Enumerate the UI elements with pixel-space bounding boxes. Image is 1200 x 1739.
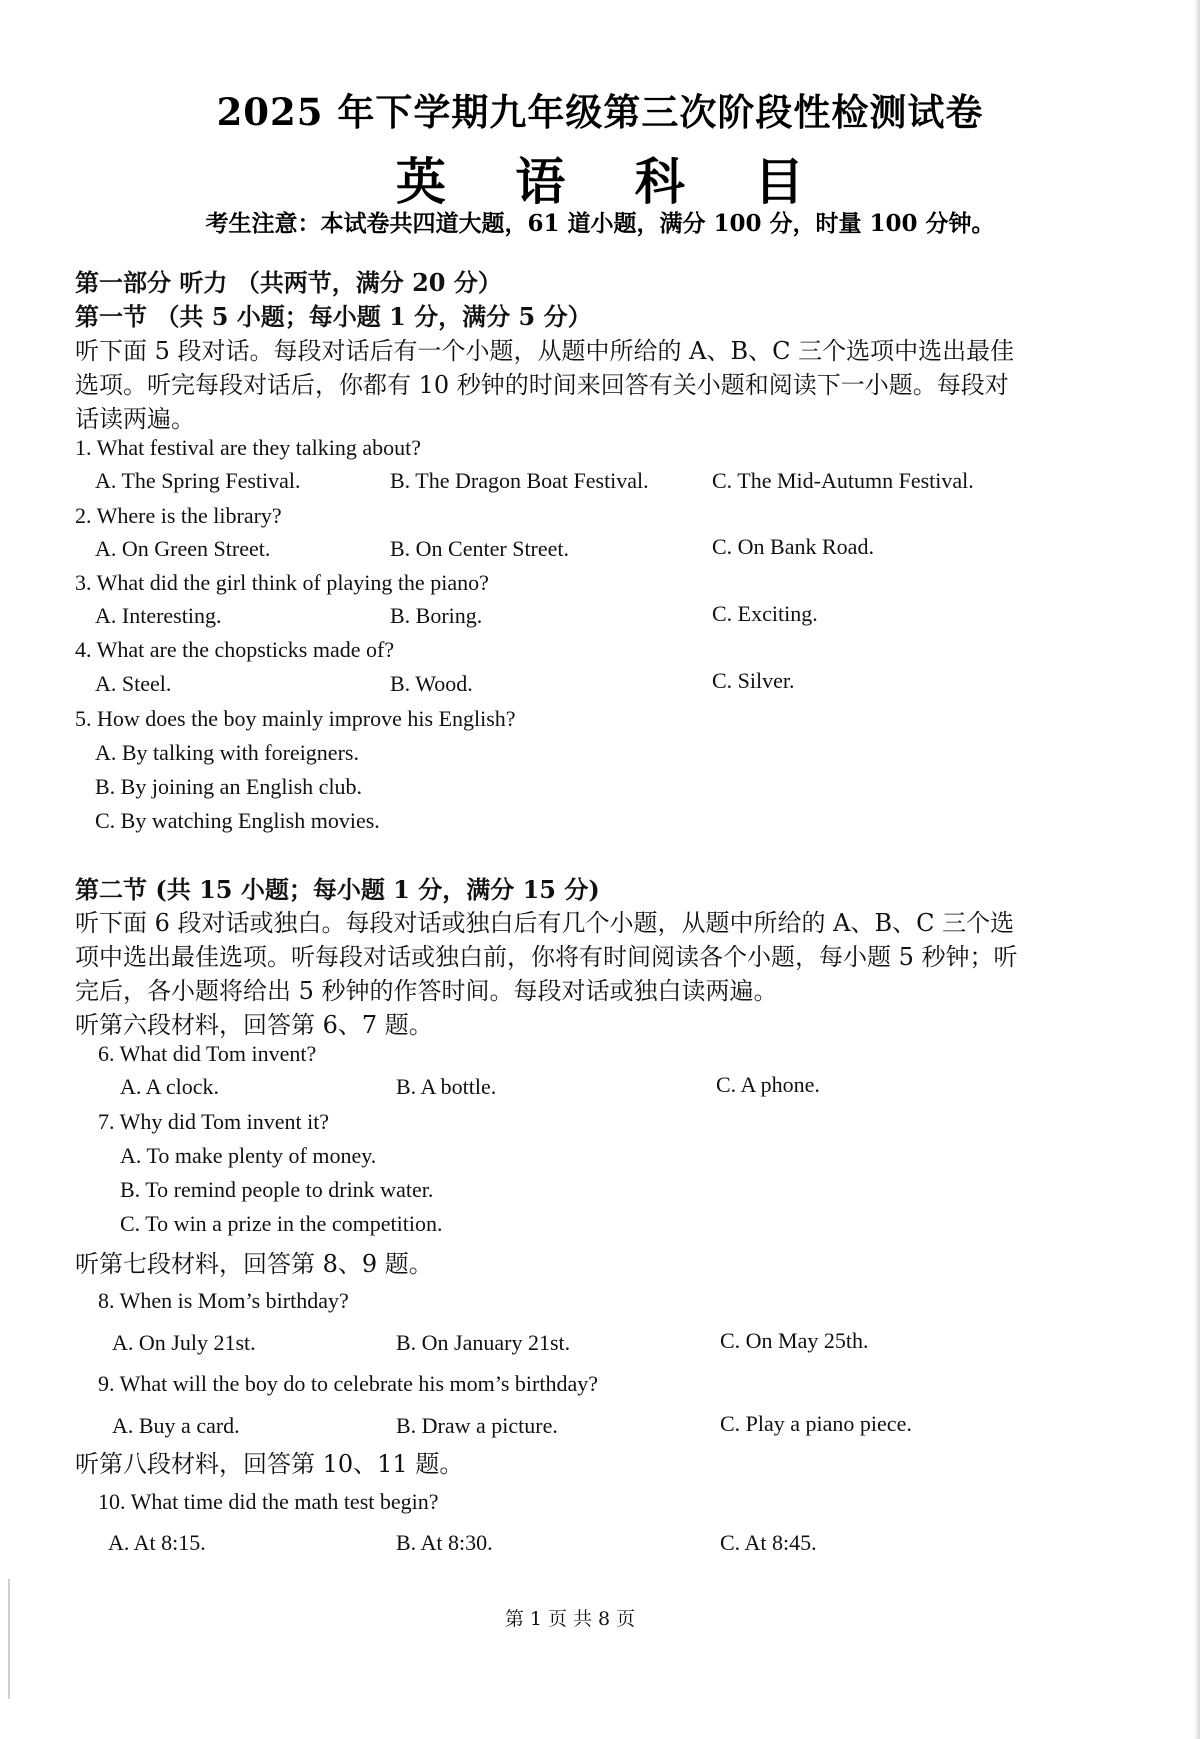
question-10-option-a: A. At 8:15. [108, 1530, 206, 1555]
question-1-option-c: C. The Mid-Autumn Festival. [712, 468, 974, 493]
question-4-option-c: C. Silver. [712, 668, 795, 693]
section1-heading: 第一节 （共 5 小题；每小题 1 分，满分 5 分） [75, 302, 592, 331]
question-3-option-a: A. Interesting. [95, 603, 222, 628]
question-7-option-c: C. To win a prize in the competition. [120, 1211, 443, 1236]
material-8-label: 听第八段材料，回答第 10、11 题。 [75, 1450, 464, 1478]
question-9-option-c: C. Play a piano piece. [720, 1411, 912, 1436]
question-3-option-b: B. Boring. [390, 603, 483, 628]
section2-instruction-line: 项中选出最佳选项。听每段对话或独白前，你将有时间阅读各个小题，每小题 5 秒钟；听 [75, 943, 1018, 971]
question-10-stem: 10. What time did the math test begin? [98, 1489, 439, 1514]
question-3-option-c: C. Exciting. [712, 601, 818, 626]
question-1-option-a: A. The Spring Festival. [95, 468, 301, 493]
question-9-option-b: B. Draw a picture. [396, 1413, 558, 1438]
part1-heading: 第一部分 听力 （共两节，满分 20 分） [75, 268, 502, 297]
question-4-option-b: B. Wood. [390, 671, 473, 696]
scan-margin-mark [8, 1579, 10, 1699]
exam-title: 2025 年下学期九年级第三次阶段性检测试卷 [216, 90, 984, 134]
question-8-option-a: A. On July 21st. [112, 1330, 256, 1355]
question-7-stem: 7. Why did Tom invent it? [98, 1109, 330, 1134]
question-5-option-a: A. By talking with foreigners. [95, 740, 359, 765]
question-5-option-c: C. By watching English movies. [95, 808, 380, 833]
scan-edge-shadow [1194, 0, 1200, 1739]
question-6-option-a: A. A clock. [120, 1074, 219, 1099]
question-4-stem: 4. What are the chopsticks made of? [75, 637, 395, 662]
question-6-option-b: B. A bottle. [396, 1074, 497, 1099]
question-9-stem: 9. What will the boy do to celebrate his mom’s birthday? [98, 1371, 598, 1396]
question-10-option-b: B. At 8:30. [396, 1530, 493, 1555]
question-1-stem: 1. What festival are they talking about? [75, 435, 421, 460]
question-2-stem: 2. Where is the library? [75, 503, 282, 528]
section2-instruction-line: 听下面 6 段对话或独白。每段对话或独白后有几个小题，从题中所给的 A、B、C 三个选 [75, 909, 1015, 937]
section2-instruction-line: 完后，各小题将给出 5 秒钟的作答时间。每段对话或独白读两遍。 [75, 977, 778, 1005]
question-5-option-b: B. By joining an English club. [95, 774, 363, 799]
question-3-stem: 3. What did the girl think of playing the piano? [75, 570, 489, 595]
material-7-label: 听第七段材料，回答第 8、9 题。 [75, 1250, 433, 1278]
material-6-label: 听第六段材料，回答第 6、7 题。 [75, 1011, 433, 1039]
question-6-option-c: C. A phone. [716, 1072, 820, 1097]
section1-instruction-line: 听下面 5 段对话。每段对话后有一个小题，从题中所给的 A、B、C 三个选项中选出最佳 [75, 337, 1015, 365]
question-5-stem: 5. How does the boy mainly improve his English? [75, 706, 516, 731]
question-2-option-c: C. On Bank Road. [712, 534, 874, 559]
question-7-option-b: B. To remind people to drink water. [120, 1177, 434, 1202]
question-2-option-a: A. On Green Street. [95, 536, 271, 561]
question-4-option-a: A. Steel. [95, 671, 172, 696]
question-8-option-b: B. On January 21st. [396, 1330, 571, 1355]
exam-notice: 考生注意：本试卷共四道大题，61 道小题，满分 100 分，时量 100 分钟。 [205, 210, 995, 237]
question-10-option-c: C. At 8:45. [720, 1530, 817, 1555]
question-8-option-c: C. On May 25th. [720, 1328, 869, 1353]
page-footer: 第 1 页 共 8 页 [504, 1608, 636, 1630]
question-1-option-b: B. The Dragon Boat Festival. [390, 468, 649, 493]
section2-heading: 第二节 (共 15 小题；每小题 1 分，满分 15 分) [75, 875, 600, 904]
section1-instruction-line: 话读两遍。 [75, 405, 195, 433]
section1-instruction-line: 选项。听完每段对话后，你都有 10 秒钟的时间来回答有关小题和阅读下一小题。每段对 [75, 371, 1009, 399]
question-2-option-b: B. On Center Street. [390, 536, 570, 561]
question-9-option-a: A. Buy a card. [112, 1413, 240, 1438]
subject-title: 英 语 科 目 [395, 152, 831, 211]
question-7-option-a: A. To make plenty of money. [120, 1143, 377, 1168]
question-8-stem: 8. When is Mom’s birthday? [98, 1288, 349, 1313]
question-6-stem: 6. What did Tom invent? [98, 1041, 317, 1066]
